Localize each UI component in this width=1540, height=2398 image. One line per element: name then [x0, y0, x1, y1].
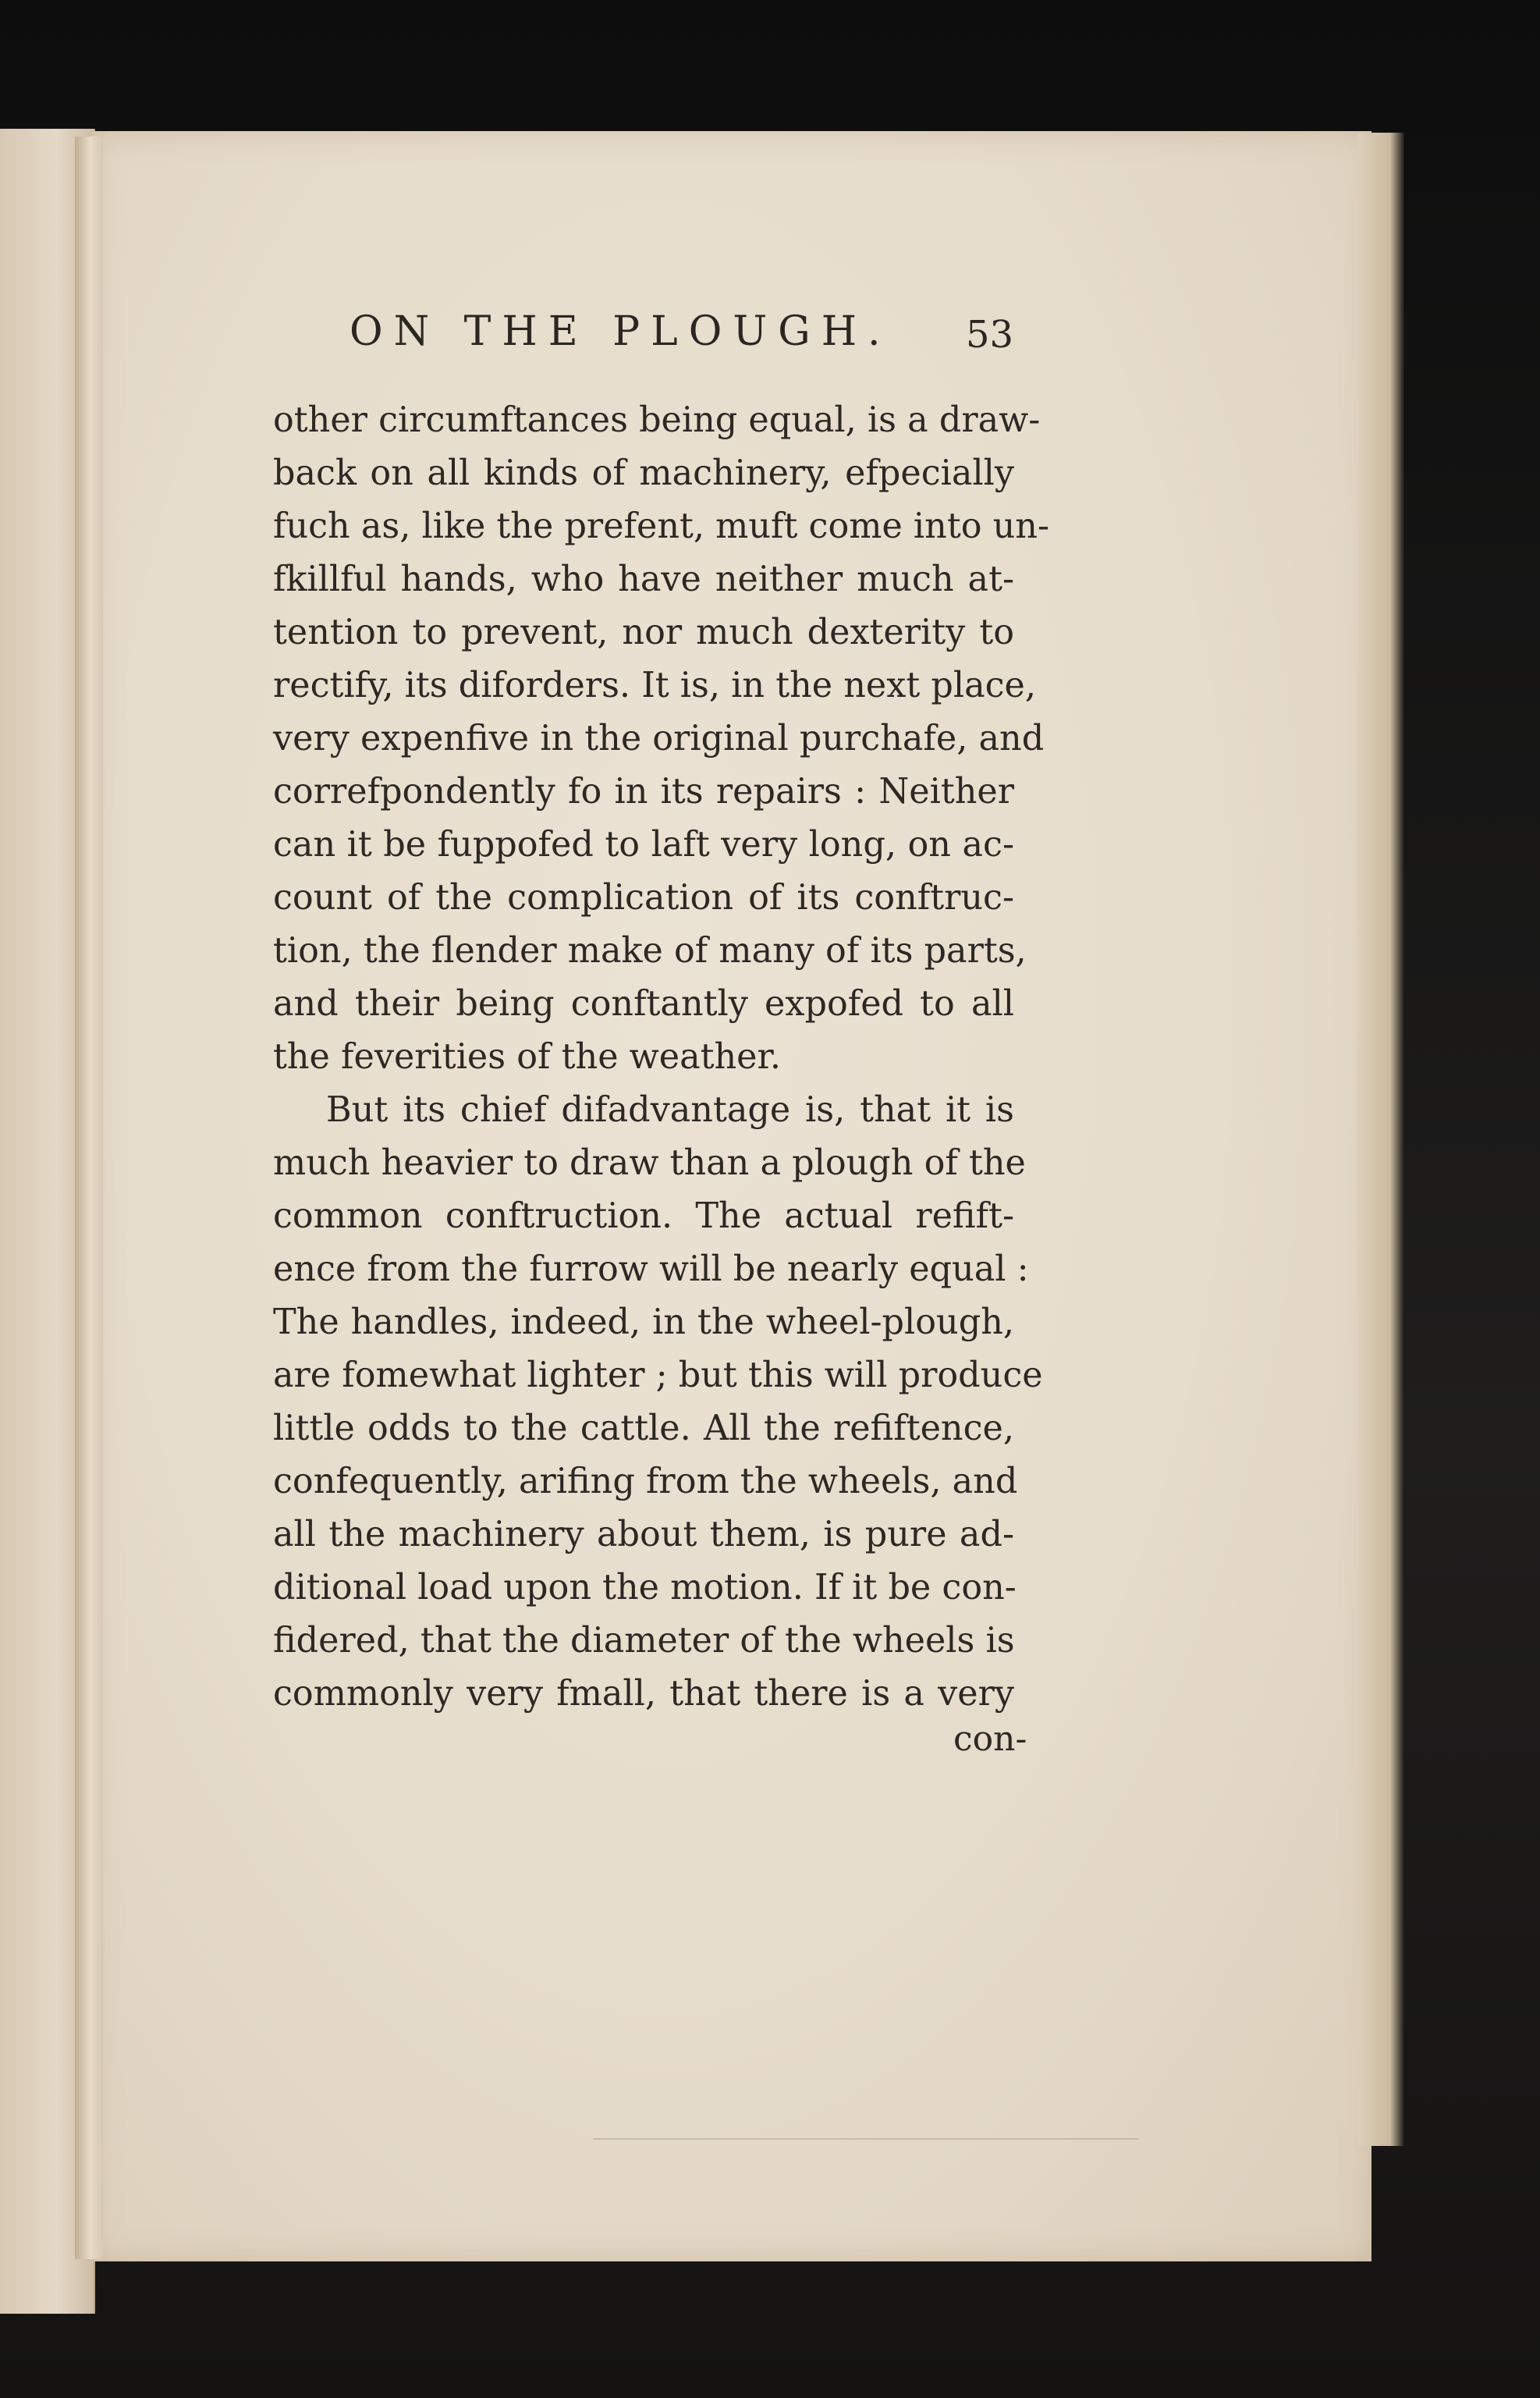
text-line: much heavier to draw than a plough of the: [273, 1143, 1026, 1183]
running-head-title: ON THE PLOUGH.: [350, 308, 892, 355]
text-line: The handles, indeed, in the wheel-plough,: [273, 1302, 1014, 1342]
text-line: very expenfive in the original purchafe, and: [273, 719, 1045, 758]
body-text: [273, 394, 1049, 1721]
page-number: 53: [966, 313, 1014, 357]
page-fore-edge: [1357, 133, 1404, 2146]
text-line: correfpondently fo in its repairs : Neither: [273, 772, 1014, 812]
text-line: little odds to the cattle. All the refiftence,: [273, 1409, 1014, 1448]
text-line: commonly very fmall, that there is a very: [273, 1674, 1014, 1714]
catchword: con-: [953, 1719, 1027, 1759]
text-line: confequently, arifing from the wheels, and: [273, 1462, 1018, 1501]
text-line: are fomewhat lighter ; but this will produce: [273, 1355, 1043, 1395]
text-line: the feverities of the weather.: [273, 1037, 782, 1077]
book-gutter: [75, 137, 103, 2259]
text-line: back on all kinds of machinery, efpecially: [273, 453, 1014, 493]
text-line: common conftruction. The actual refift-: [273, 1196, 1014, 1236]
running-head: [350, 308, 1020, 363]
text-line: count of the complication of its conftruc-: [273, 878, 1014, 918]
text-line: other circumftances being equal, is a draw-: [273, 400, 1041, 440]
text-line: fuch as, like the prefent, muft come into un-: [273, 506, 1049, 546]
text-line: can it be fuppofed to laft very long, on ac-: [273, 825, 1014, 865]
text-line: all the machinery about them, is pure ad-: [273, 1515, 1014, 1554]
text-line: rectify, its diforders. It is, in the next place,: [273, 666, 1037, 705]
text-line: fkillful hands, who have neither much at-: [273, 560, 1014, 599]
page-crease: [593, 2138, 1139, 2140]
text-line: ditional load upon the motion. If it be con-: [273, 1568, 1017, 1608]
text-line: and their being conftantly expofed to all: [273, 984, 1014, 1024]
paragraph-start-line: But its chief difadvantage is, that it is: [326, 1090, 1014, 1130]
text-line: fidered, that the diameter of the wheels is: [273, 1621, 1015, 1661]
text-line: tention to prevent, nor much dexterity to: [273, 613, 1014, 652]
text-line: ence from the furrow will be nearly equal :: [273, 1249, 1029, 1289]
text-line: tion, the flender make of many of its parts,: [273, 931, 1027, 971]
